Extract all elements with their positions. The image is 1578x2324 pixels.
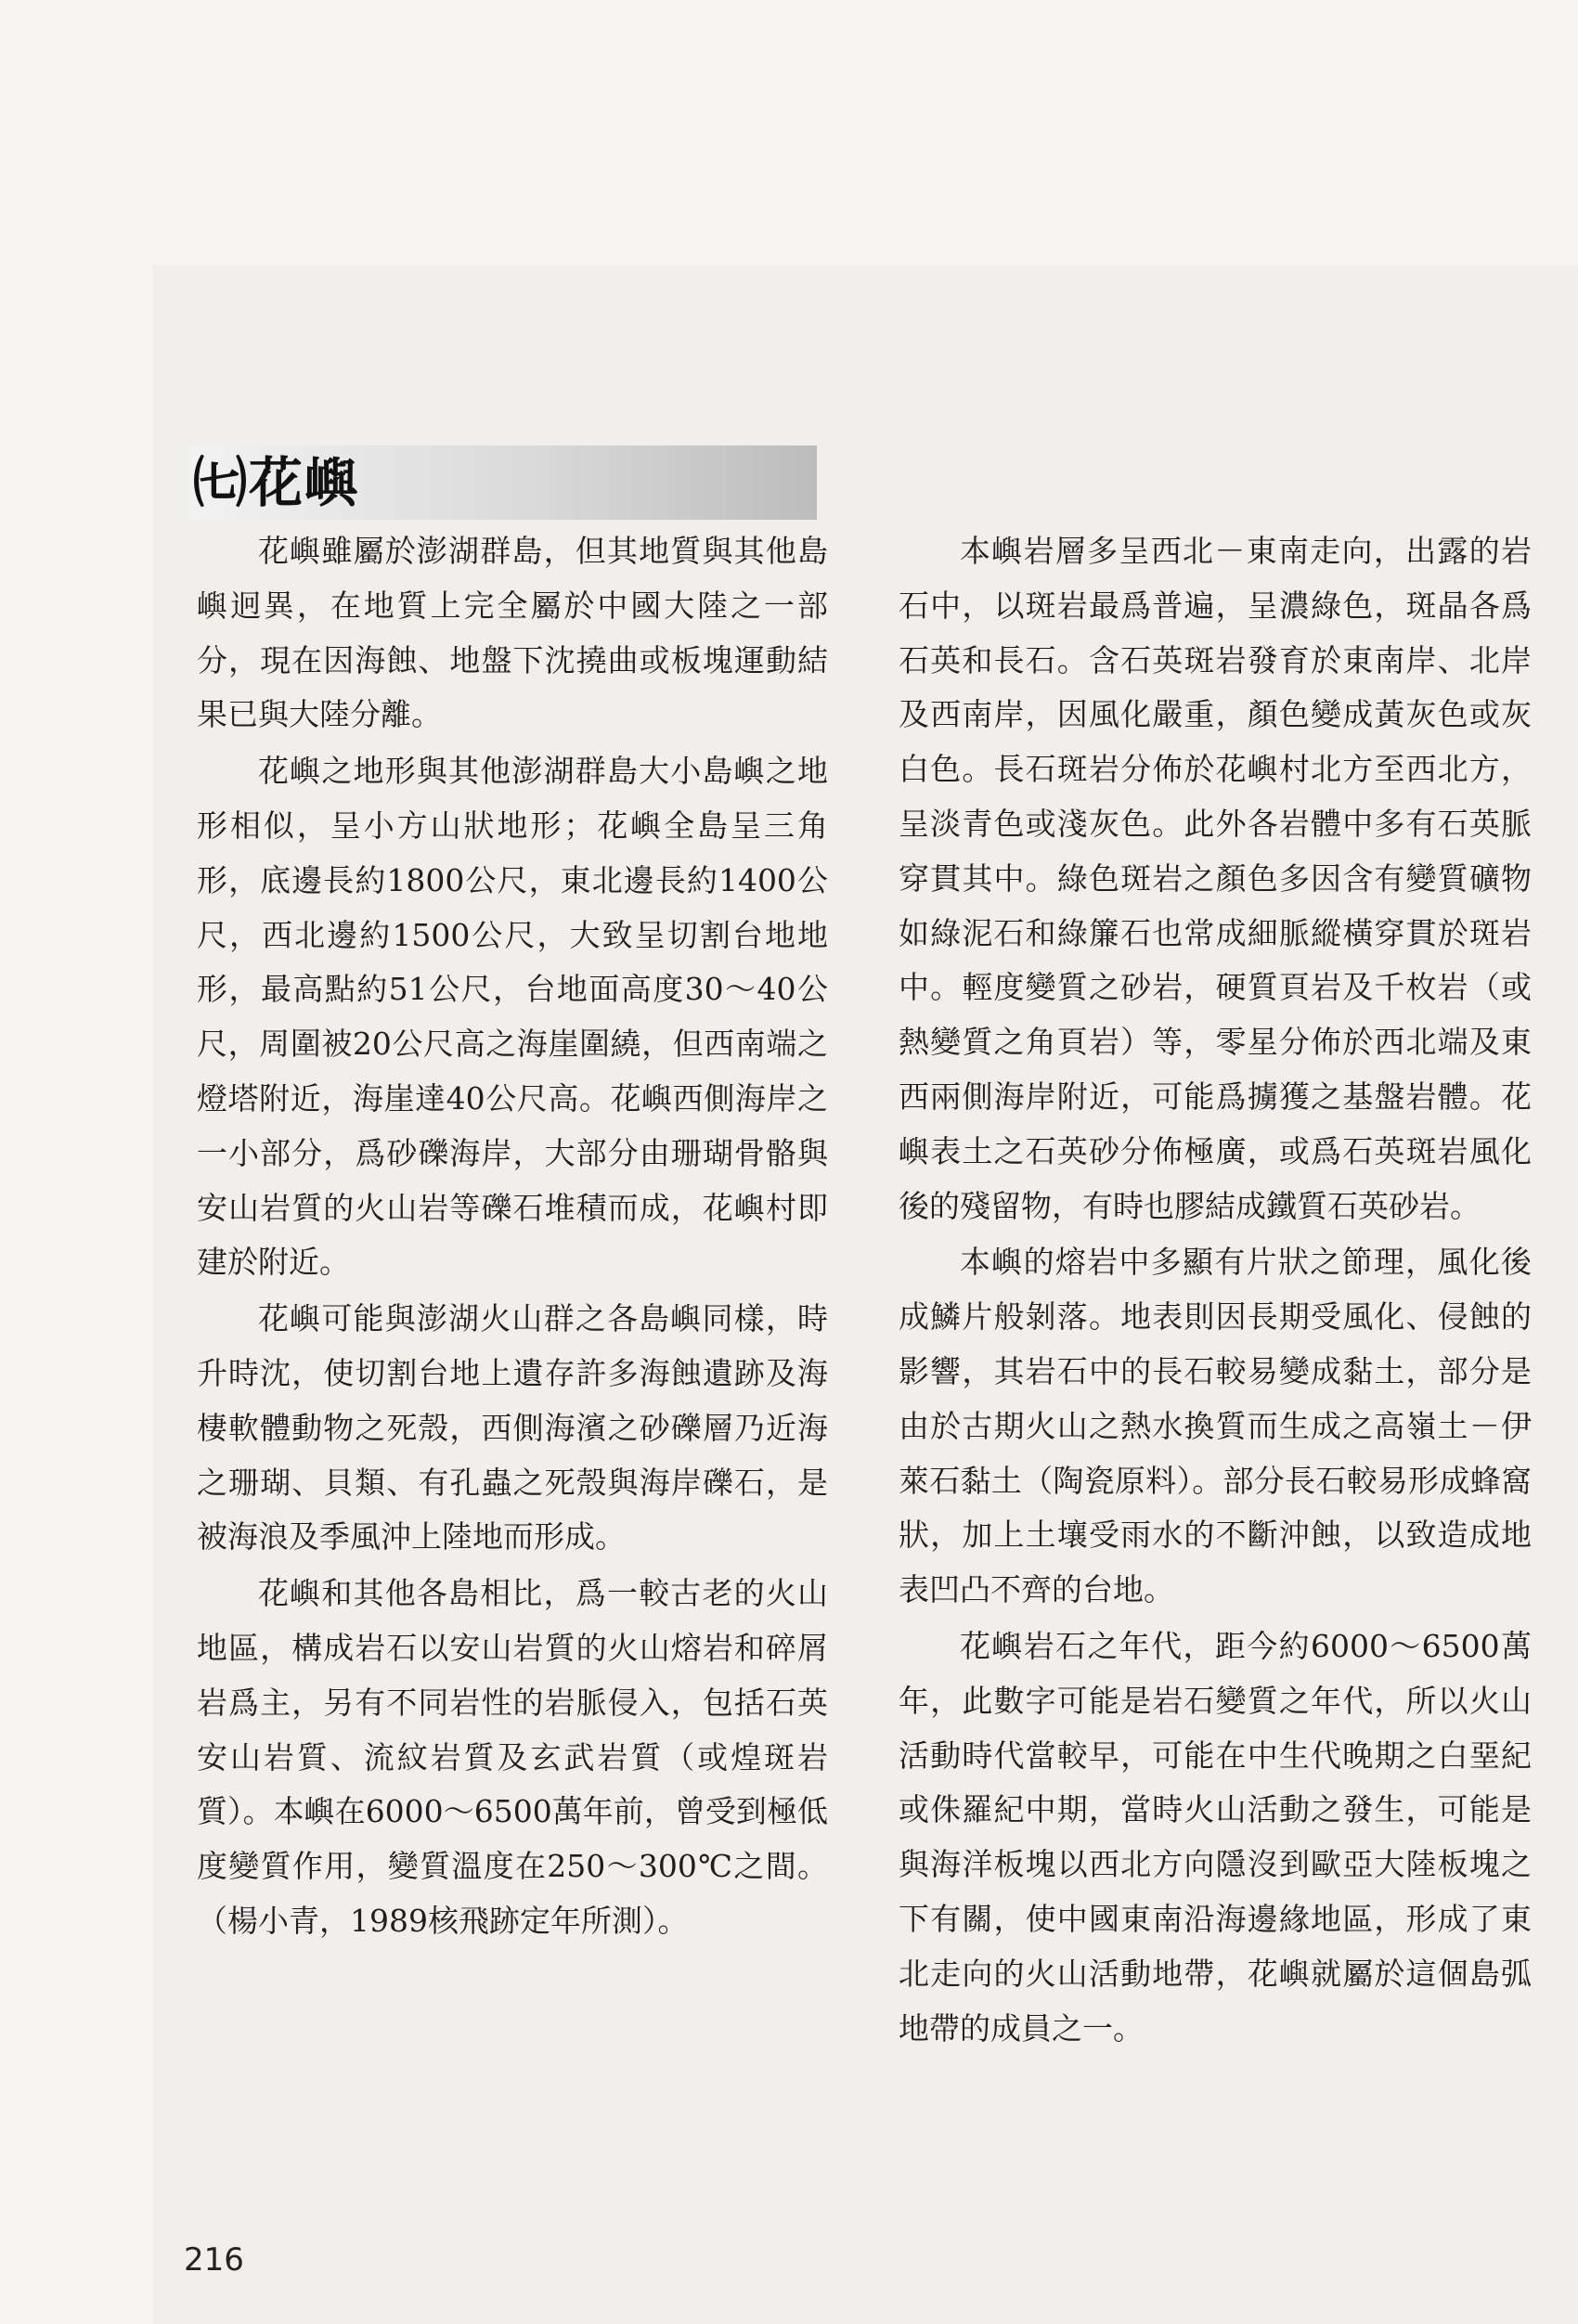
section-title: ㈦花嶼 [193,451,361,514]
paragraph: 花嶼雖屬於澎湖群島，但其地質與其他島嶼迥異，在地質上完全屬於中國大陸之一部分，現在因海蝕、地盤下沈撓曲或板塊運動結果已與大陸分離。 [197,533,828,733]
paragraph: 花嶼之地形與其他澎湖群島大小島嶼之地形相似，呈小方山狀地形；花嶼全島呈三角形，底邊長約1800公尺，東北邊長約1400公尺，西北邊約1500公尺，大致呈切割台地地形，最高點約51公尺，台地面高度30～40公尺，周圍被20公尺高之海崖圍繞，但西南端之燈塔附近，海崖達40公尺高。花嶼西側海岸之一小部分，爲砂礫海岸，大部分由珊瑚骨骼與安山岩質的火山岩等礫石堆積而成，花嶼村即建於附近。 [197,753,828,1281]
right-column [899,524,1532,2058]
paragraph: 本嶼岩層多呈西北－東南走向，出露的岩石中，以斑岩最爲普遍，呈濃綠色，斑晶各爲石英和長石。含石英斑岩發育於東南岸、北岸及西南岸，因風化嚴重，顏色變成黃灰色或灰白色。長石斑岩分佈於花嶼村北方至西北方，呈淡青色或淺灰色。此外各岩體中多有石英脈穿貫其中。綠色斑岩之顏色多因含有變質礦物如綠泥石和綠簾石也常成細脈縱橫穿貫於斑岩中。輕度變質之砂岩，硬質頁岩及千枚岩（或熱變質之角頁岩）等，零星分佈於西北端及東西兩側海岸附近，可能爲擄獲之基盤岩體。花嶼表土之石英砂分佈極廣，或爲石英斑岩風化後的殘留物，有時也膠結成鐵質石英砂岩。 [899,533,1532,1224]
page-number: 216 [184,2241,244,2279]
paragraph: 花嶼和其他各島相比，爲一較古老的火山地區，構成岩石以安山岩質的火山熔岩和碎屑岩爲主，另有不同岩性的岩脈侵入，包括石英安山岩質、流紋岩質及玄武岩質（或煌斑岩質）。本嶼在6000～6500萬年前，曾受到極低度變質作用，變質溫度在250～300℃之間。（楊小青，1989核飛跡定年所測）。 [197,1575,828,1939]
paragraph: 花嶼岩石之年代，距今約6000～6500萬年，此數字可能是岩石變質之年代，所以火山活動時代當較早，可能在中生代晚期之白堊紀或侏羅紀中期，當時火山活動之發生，可能是與海洋板塊以西北方向隱沒到歐亞大陸板塊之下有關，使中國東南沿海邊緣地區，形成了東北走向的火山活動地帶，花嶼就屬於這個島弧地帶的成員之一。 [899,1627,1532,2046]
paragraph: 花嶼可能與澎湖火山群之各島嶼同樣，時升時沈，使切割台地上遺存許多海蝕遺跡及海棲軟體動物之死殼，西側海濱之砂礫層乃近海之珊瑚、貝類、有孔蟲之死殼與海岸礫石，是被海浪及季風沖上陸地而形成。 [197,1300,828,1556]
paragraph: 本嶼的熔岩中多顯有片狀之節理，風化後成鱗片般剝落。地表則因長期受風化、侵蝕的影響，其岩石中的長石較易變成黏土，部分是由於古期火山之熱水換質而生成之高嶺土－伊萊石黏土（陶瓷原料）。部分長石較易形成蜂窩狀，加上土壤受雨水的不斷沖蝕，以致造成地表凹凸不齊的台地。 [899,1244,1532,1608]
left-column [197,524,828,1951]
